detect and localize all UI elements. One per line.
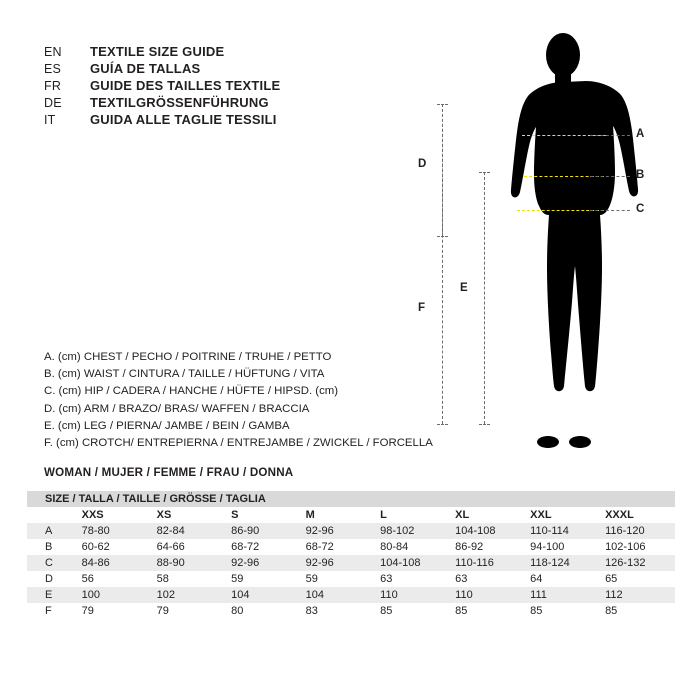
gender-heading: WOMAN / MUJER / FEMME / FRAU / DONNA: [44, 466, 294, 479]
cell: 116-120: [599, 523, 675, 539]
cell: 88-90: [151, 555, 226, 571]
size-xxl: XXL: [524, 507, 599, 523]
cell: 68-72: [225, 539, 300, 555]
language-code: FR: [44, 79, 62, 93]
cell: 92-96: [225, 555, 300, 571]
cell: 59: [300, 571, 375, 587]
cell: 83: [300, 603, 375, 619]
cell: 80-84: [374, 539, 449, 555]
legend-item-d: D. (cm) ARM / BRAZO/ BRAS/ WAFFEN / BRACCIA: [44, 402, 310, 415]
cell: 98-102: [374, 523, 449, 539]
size-xxs: XXS: [76, 507, 151, 523]
cell: 79: [151, 603, 226, 619]
cell: 63: [374, 571, 449, 587]
leg-measure-axis: [484, 172, 485, 424]
table-row: [27, 603, 675, 619]
row-label-f: F: [27, 603, 76, 619]
sizes-row-blank: [27, 507, 76, 523]
cell: 104-108: [374, 555, 449, 571]
cell: 85: [599, 603, 675, 619]
size-s: S: [225, 507, 300, 523]
language-title: GUIDA ALLE TAGLIE TESSILI: [90, 112, 277, 127]
cell: 82-84: [151, 523, 226, 539]
legend-item-c: C. (cm) HIP / CADERA / HANCHE / HÜFTE / HIPSD. (cm): [44, 385, 339, 398]
table-row: [27, 571, 675, 587]
leg-axis-top-tick: [479, 172, 490, 173]
row-label-d: D: [27, 571, 76, 587]
cell: 100: [76, 587, 151, 603]
table-header-row: [27, 491, 675, 507]
language-code: DE: [44, 96, 62, 110]
hip-leader-line: [590, 210, 630, 211]
cell: 102: [151, 587, 226, 603]
cell: 102-106: [599, 539, 675, 555]
row-label-e: E: [27, 587, 76, 603]
mark-label-c: C: [636, 203, 645, 215]
table-row: [27, 539, 675, 555]
legend-item-b: B. (cm) WAIST / CINTURA / TAILLE / HÜFTUNG / VITA: [44, 368, 325, 381]
mark-label-d: D: [418, 158, 427, 170]
mark-label-f: F: [418, 302, 426, 314]
cell: 68-72: [300, 539, 375, 555]
cell: 80: [225, 603, 300, 619]
language-title: GUIDE DES TAILLES TEXTILE: [90, 78, 281, 93]
size-xs: XS: [151, 507, 226, 523]
row-label-c: C: [27, 555, 76, 571]
legend-item-e: E. (cm) LEG / PIERNA/ JAMBE / BEIN / GAMBA: [44, 419, 290, 432]
cell: 110-114: [524, 523, 599, 539]
size-table-wrap: [27, 491, 675, 619]
cell: 110: [449, 587, 524, 603]
row-label-b: B: [27, 539, 76, 555]
mark-label-b: B: [636, 169, 645, 181]
cell: 85: [449, 603, 524, 619]
cell: 110-116: [449, 555, 524, 571]
cell: 60-62: [76, 539, 151, 555]
cell: 85: [374, 603, 449, 619]
cell: 84-86: [76, 555, 151, 571]
size-m: M: [300, 507, 375, 523]
language-code: IT: [44, 113, 56, 127]
mark-label-e: E: [460, 282, 468, 294]
table-sizes-row: [27, 507, 675, 523]
cell: 86-90: [225, 523, 300, 539]
table-row: [27, 555, 675, 571]
cell: 92-96: [300, 523, 375, 539]
cell: 56: [76, 571, 151, 587]
cell: 118-124: [524, 555, 599, 571]
language-title: TEXTILGRÖSSENFÜHRUNG: [90, 95, 269, 110]
language-title: TEXTILE SIZE GUIDE: [90, 44, 225, 59]
size-table: [27, 491, 675, 619]
size-l: L: [374, 507, 449, 523]
cell: 64-66: [151, 539, 226, 555]
cell: 64: [524, 571, 599, 587]
cell: 79: [76, 603, 151, 619]
language-title: GUÍA DE TALLAS: [90, 61, 201, 76]
cell: 104-108: [449, 523, 524, 539]
size-xl: XL: [449, 507, 524, 523]
table-row: [27, 587, 675, 603]
waist-leader-line: [590, 176, 630, 177]
mark-label-a: A: [636, 128, 645, 140]
cell: 78-80: [76, 523, 151, 539]
language-code: EN: [44, 45, 62, 59]
language-code: ES: [44, 62, 62, 76]
cell: 65: [599, 571, 675, 587]
cell: 104: [300, 587, 375, 603]
cell: 104: [225, 587, 300, 603]
row-label-a: A: [27, 523, 76, 539]
cell: 94-100: [524, 539, 599, 555]
measurement-legend: [44, 349, 474, 452]
cell: 63: [449, 571, 524, 587]
size-xxxl: XXXL: [599, 507, 675, 523]
chest-leader-line: [590, 135, 630, 136]
cell: 126-132: [599, 555, 675, 571]
table-row: [27, 523, 675, 539]
cell: 86-92: [449, 539, 524, 555]
cell: 112: [599, 587, 675, 603]
cell: 111: [524, 587, 599, 603]
legend-item-f: F. (cm) CROTCH/ ENTREPIERNA / ENTREJAMBE / ZWICKEL / FORCELLA: [44, 437, 433, 450]
cell: 59: [225, 571, 300, 587]
table-header-label: SIZE / TALLA / TAILLE / GRÖSSE / TAGLIA: [27, 491, 675, 507]
cell: 92-96: [300, 555, 375, 571]
arm-axis-top-tick: [437, 104, 448, 105]
cell: 110: [374, 587, 449, 603]
legend-item-a: A. (cm) CHEST / PECHO / POITRINE / TRUHE / PETTO: [44, 351, 332, 363]
leg-axis-bottom-tick: [479, 424, 490, 425]
cell: 85: [524, 603, 599, 619]
cell: 58: [151, 571, 226, 587]
